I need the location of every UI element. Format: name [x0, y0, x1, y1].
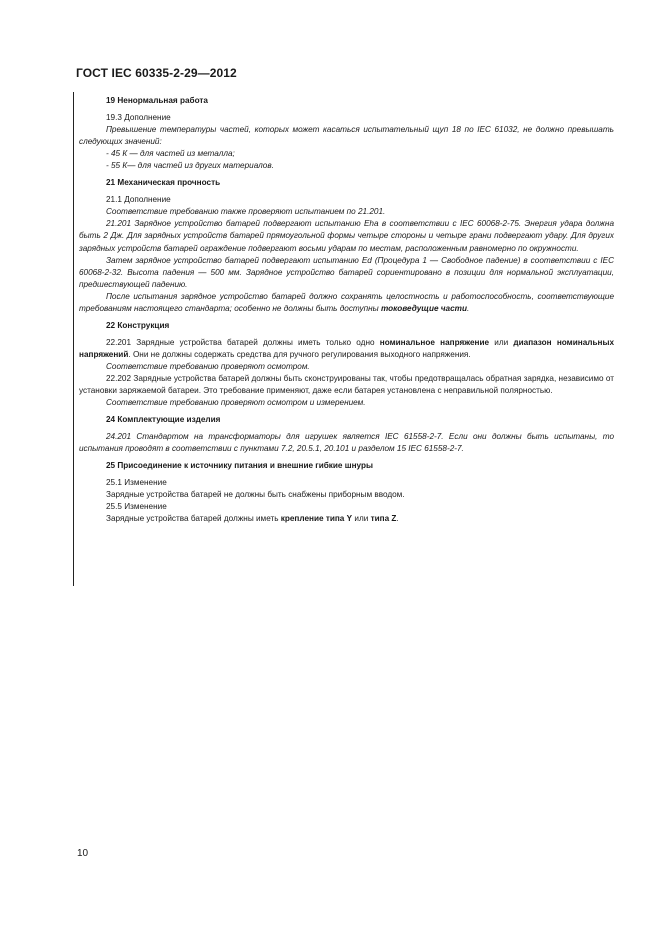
text-run: или — [489, 337, 514, 347]
section-heading-19: 19 Ненормальная работа — [106, 96, 208, 105]
text-run: . — [466, 303, 470, 313]
document-body — [79, 95, 614, 526]
defined-term: типа Z — [370, 514, 397, 524]
section-heading-24: 24 Комплектующие изделия — [106, 415, 221, 425]
page-number: 10 — [77, 848, 89, 859]
paragraph: Затем зарядное устройство батарей подвергают испытанию Ed (Процедура 1 — Свободное падение) в соответствии с IEC 60068-2-32. Высота падения — 500 мм. Зарядное устройство батарей сориентировано в позиции для нормальной эксплуатации, предшествующей падению. — [79, 255, 614, 289]
paragraph — [79, 513, 614, 525]
text-run: После испытания зарядное устройство батарей должно сохранять целостность и работоспособность, соответствующие требованиям настоящего стандарта; особенно не должны быть доступны — [79, 291, 614, 313]
paragraph: Соответствие требованию также проверяют испытанием по 21.201. — [106, 207, 386, 217]
change-bar — [73, 92, 74, 586]
text-run: . — [396, 514, 399, 524]
paragraph: Соответствие требованию проверяют осмотром. — [106, 361, 310, 371]
clause-19-3: 19.3 Дополнение — [106, 113, 171, 123]
text-run: 22.201 Зарядные устройства батарей должны иметь только одно — [106, 337, 380, 347]
text-run: Зарядные устройства батарей должны иметь — [106, 514, 281, 524]
clause-22-202: 22.202 Зарядные устройства батарей должны быть сконструированы так, чтобы предотвращалась обратная зарядка, независимо от установки заряжаемой батареи. Это требование применяют, даже если батарея установлена с неправильной полярностью. — [79, 373, 614, 396]
clause-22-201 — [79, 337, 614, 361]
section-heading-22: 22 Конструкция — [106, 320, 170, 330]
clause-25-1: 25.1 Изменение — [106, 478, 167, 488]
list-item: - 45 К — для частей из металла; — [106, 149, 235, 159]
document-header-title: ГОСТ IEC 60335-2-29—2012 — [76, 66, 237, 80]
list-item: - 55 К— для частей из других материалов. — [106, 161, 274, 171]
section-heading-25: 25 Присоединение к источнику питания и внешние гибкие шнуры — [106, 461, 373, 471]
paragraph: Превышение температуры частей, которых может касаться испытательный щуп 18 по IEC 61032, не должно превышать следующих значений: — [79, 125, 614, 147]
clause-24-201: 24.201 Стандартом на трансформаторы для игрушек является IEC 61558-2-7. Если они должны быть испытаны, то испытания проводят в соответствии с пунктами 7.2, 20.5.1, 20.101 и разделом 15 IEC 61558-2-7. — [79, 432, 614, 454]
defined-term: номинальное напряжение — [379, 337, 490, 347]
defined-term: диапазон номинальных напряжений — [79, 337, 614, 359]
clause-21-201: 21.201 Зарядное устройство батарей подвергают испытанию Eha в соответствии с IEC 60068-2-75. Энергия удара должна быть 2 Дж. Для зарядных устройств батарей прямоугольной формы четыре стороны и четыре грани подвергают удару. Для других зарядных устройств батарей ограждение подвергают восьми ударам по местам, расположенным равномерно по окружности. — [79, 219, 614, 253]
paragraph: Зарядные устройства батарей не должны быть снабжены приборным вводом. — [106, 490, 405, 500]
clause-21-1: 21.1 Дополнение — [106, 195, 171, 205]
text-run: . Они не должны содержать средства для ручного регулирования выходного напряжения. — [128, 349, 471, 359]
paragraph — [79, 291, 614, 315]
clause-25-5: 25.5 Изменение — [106, 502, 167, 512]
paragraph: Соответствие требованию проверяют осмотром и измерением. — [106, 398, 366, 408]
text-run: или — [352, 514, 371, 524]
defined-term: токоведущие части — [380, 303, 467, 313]
section-heading-21: 21 Механическая прочность — [106, 178, 221, 188]
defined-term: крепление типа Y — [280, 514, 353, 524]
